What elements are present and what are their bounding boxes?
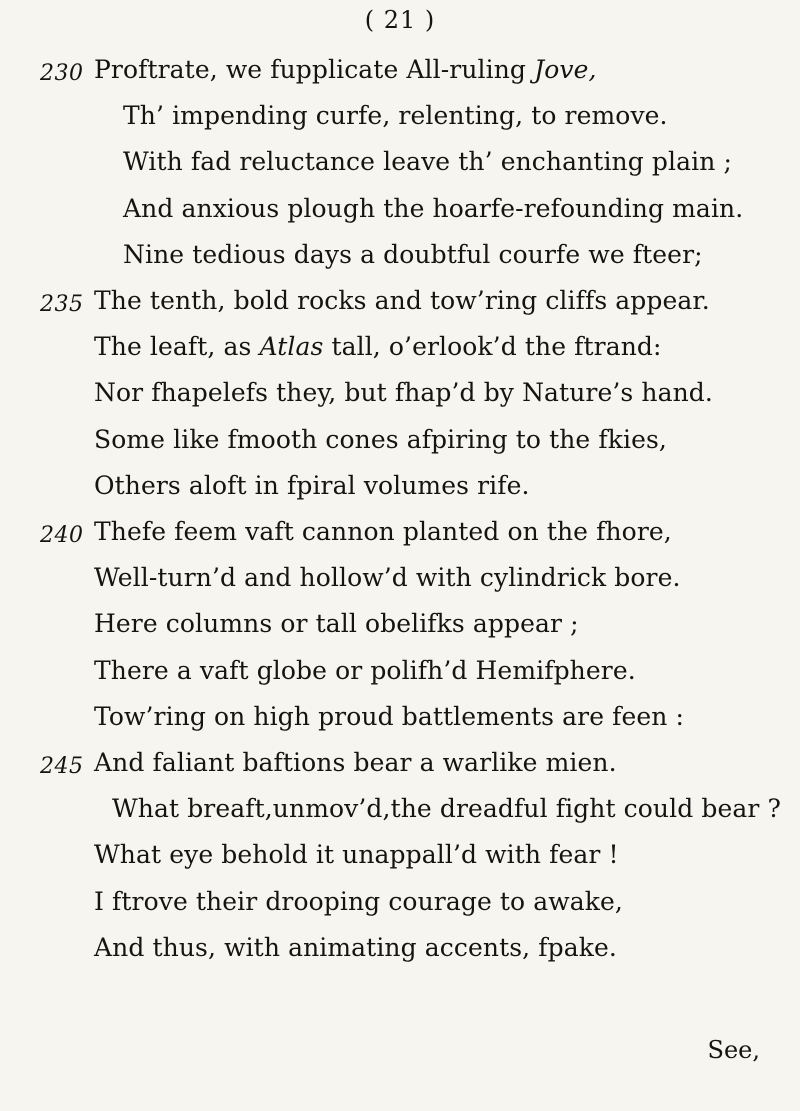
verse-line	[0, 746, 800, 786]
verse-line	[0, 654, 800, 694]
verse-segment: Nine tedious days a doubtful courfe we fteer;	[123, 239, 703, 269]
verse-text	[94, 332, 662, 361]
verse-line	[0, 376, 800, 416]
verse-segment: The tenth, bold rocks and tow’ring cliffs appear.	[94, 286, 710, 315]
verse-text	[112, 794, 781, 823]
verse-line	[0, 838, 800, 878]
verse-line	[0, 330, 800, 370]
verse-segment: I ftrove their drooping courage to awake,	[94, 886, 623, 916]
verse-text	[94, 887, 623, 916]
verse-segment: With fad reluctance leave th’ enchanting plain ;	[123, 147, 732, 177]
verse-text	[94, 933, 617, 962]
verse-text	[94, 286, 710, 315]
verse-text	[94, 748, 617, 777]
verse-segment: Tow’ring on high proud battlements are feen :	[94, 701, 685, 731]
page-number: ( 21 )	[364, 6, 436, 34]
line-number: 240	[40, 523, 84, 548]
verse-line	[0, 792, 800, 832]
verse-line	[0, 238, 800, 278]
verse-line	[0, 99, 800, 139]
verse-text	[94, 840, 619, 869]
verse-line	[0, 53, 800, 93]
verse-segment: Here columns or tall obelifks appear ;	[94, 609, 579, 639]
verse-line	[0, 423, 800, 463]
verse-segment: What eye behold it unappall’d with fear !	[94, 840, 619, 870]
verse-text	[94, 609, 579, 638]
verse-segment: Nor fhapelefs they, but fhap’d by Nature’s hand.	[94, 378, 713, 408]
verse-segment: tall, o’erlook’d the ftrand:	[323, 332, 662, 362]
verse-line	[0, 515, 800, 555]
verse-segment: Some like fmooth cones afpiring to the fkies,	[94, 424, 667, 454]
verse-segment: And faliant baftions bear a warlike mien.	[94, 748, 617, 777]
verse-line	[0, 284, 800, 324]
verse-segment: And anxious plough the hoarfe-refounding main.	[123, 193, 744, 223]
verse-segment: Thefe feem vaft cannon planted on the fhore,	[94, 517, 672, 546]
line-number: 230	[40, 61, 84, 86]
verse-text	[94, 702, 684, 731]
verse-segment: There a vaft globe or polifh’d Hemifphere.	[94, 655, 636, 685]
verse-segment: Proftrate, we fupplicate All-ruling	[94, 55, 535, 84]
verse-text	[123, 147, 732, 176]
verse-line	[0, 192, 800, 232]
catchword: See,	[707, 1036, 760, 1064]
verse-text	[123, 101, 668, 130]
verse-line	[0, 145, 800, 185]
verse-line	[0, 931, 800, 971]
verse-line	[0, 607, 800, 647]
verse-line	[0, 561, 800, 601]
verse-text	[123, 240, 703, 269]
italic-name: Atlas	[259, 332, 324, 362]
verse-segment: And thus, with animating accents, fpake.	[94, 932, 617, 962]
verse-text	[94, 656, 636, 685]
verse-segment: The leaft, as	[94, 332, 260, 362]
verse-text	[94, 55, 597, 84]
verse-text	[94, 425, 667, 454]
italic-name: Jove,	[534, 55, 597, 84]
verse-line	[0, 469, 800, 509]
verse-line	[0, 885, 800, 925]
verse-text	[94, 471, 530, 500]
verse-text	[123, 194, 743, 223]
verse-text	[94, 563, 681, 592]
line-number: 245	[40, 754, 84, 779]
verse-text	[94, 517, 672, 546]
verse-segment: Well-turn’d and hollow’d with cylindrick bore.	[94, 563, 681, 593]
verse-segment: Others aloft in fpiral volumes rife.	[94, 470, 530, 500]
verse-text	[94, 378, 713, 407]
verse-segment: What breaft,unmov’d,the dreadful fight could bear ?	[112, 794, 781, 824]
verse-segment: Th’ impending curfe, relenting, to remove.	[123, 101, 668, 131]
verse-line	[0, 700, 800, 740]
line-number: 235	[40, 292, 84, 317]
